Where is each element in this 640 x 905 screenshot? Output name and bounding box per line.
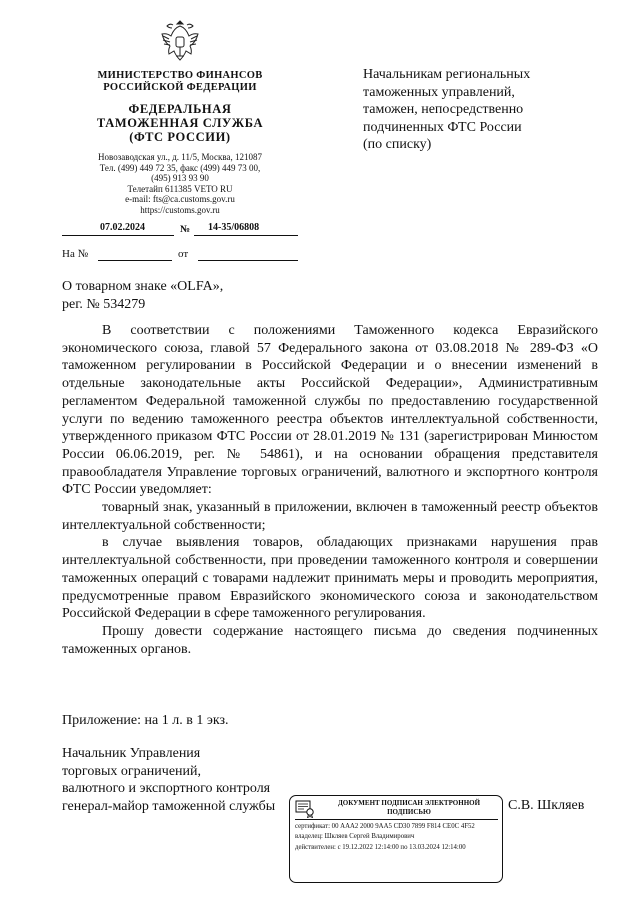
stamp-divider — [295, 819, 498, 820]
recipient-line: (по списку) — [363, 137, 432, 152]
service-name — [75, 102, 285, 144]
certificate-validity: действителен: с 19.12.2022 12:14:00 по 13.03.2024 12:14:00 — [295, 843, 466, 851]
position-line: валютного и экспортного контроля — [62, 781, 271, 796]
stamp-title — [320, 799, 498, 816]
service-line: ФЕДЕРАЛЬНАЯ — [128, 102, 232, 116]
signatory-position — [62, 745, 302, 815]
recipient-line: подчиненных ФТС России — [363, 119, 522, 135]
phone-line: Тел. (499) 449 72 35, факс (499) 449 73 00, — [99, 162, 261, 173]
coat-of-arms-icon — [159, 18, 201, 64]
electronic-signature-stamp — [289, 795, 503, 883]
ministry-line: МИНИСТЕРСТВО ФИНАНСОВ — [97, 70, 263, 81]
certificate-owner: владелец: Шкляев Сергей Владимирович — [295, 833, 415, 841]
service-line: (ФТС РОССИИ) — [129, 130, 231, 144]
body-paragraph: Прошу довести содержание настоящего письма до сведения подчиненных таможенных органов. — [62, 623, 598, 657]
subject-line: рег. № 534279 — [62, 296, 146, 312]
date-underline — [62, 235, 174, 236]
contact-block — [75, 152, 285, 216]
stamp-title-line: ПОДПИСЬЮ — [387, 807, 431, 816]
reference-from-label: от — [178, 248, 189, 260]
ministry-line: РОССИЙСКОЙ ФЕДЕРАЦИИ — [103, 82, 257, 93]
reference-number-underline — [98, 260, 172, 261]
service-line: ТАМОЖЕННАЯ СЛУЖБА — [96, 116, 264, 130]
stamp-details — [295, 823, 498, 854]
teletype-line: Телетайп 611385 VETO RU — [127, 183, 233, 194]
registration-line — [62, 222, 298, 236]
recipient-line: Начальникам региональных — [363, 67, 531, 82]
number-underline — [194, 235, 298, 236]
signatory-name: С.В. Шкляев — [508, 798, 585, 813]
stamp-title-line: ДОКУМЕНТ ПОДПИСАН ЭЛЕКТРОННОЙ — [337, 799, 481, 807]
phone-line: (495) 913 93 90 — [151, 173, 209, 184]
document-date: 07.02.2024 — [100, 222, 145, 233]
recipient-line: таможенных управлений, — [363, 84, 515, 100]
appendix-note: Приложение: на 1 л. в 1 экз. — [62, 713, 229, 728]
certificate-icon — [295, 800, 315, 818]
body-paragraph: В соответствии с положениями Таможенного кодекса Евразийского экономического союза, главой 57 Федерального закона от 03.08.2018 № 289-ФЗ «О таможенном регулировании в Российской Федерации и о внесении изменений в отдельные законодательные акты Российской Федерации», Административным регламентом Федеральной таможенной службы по предоставлению государственной услуги по ведению таможенного реестра объектов интеллектуальной собственности, утвержденного приказом ФТС России от 28.01.2019 № 131 (зарегистрирован Минюстом России 06.06.2019, рег. № 54861), и на основании обращения представителя правообладателя Управление торговых ограничений, валютного и экспортного контроля ФТС России уведомляет: — [62, 323, 598, 498]
position-line: генерал-майор таможенной службы — [62, 798, 276, 814]
subject-line: О товарном знаке «OLFA», — [62, 279, 224, 294]
body-paragraph: товарный знак, указанный в приложении, включен в таможенный реестр объектов интеллектуальной собственности; — [62, 500, 598, 533]
email-line: e-mail: fts@ca.customs.gov.ru — [125, 194, 235, 205]
position-line: Начальник Управления — [62, 746, 201, 761]
position-line: торговых ограничений, — [62, 763, 202, 779]
reference-label: На № — [62, 248, 89, 260]
certificate-number: сертификат: 00 AAA2 2000 9AA5 CD30 7899 F814 CE0C 4F52 — [295, 823, 475, 830]
letter-body — [62, 322, 598, 658]
address-line: Новозаводская ул., д. 11/5, Москва, 121087 — [98, 152, 262, 162]
reference-date-underline — [198, 260, 298, 261]
letter-subject — [62, 278, 322, 313]
website-line: https://customs.gov.ru — [140, 204, 220, 215]
document-number: 14-35/06808 — [208, 222, 260, 233]
body-paragraph: в случае выявления товаров, обладающих признаками нарушения прав интеллектуальной собственности, при проведении таможенного контроля и совершении таможенных операций с товарами надлежит принимать меры и проводить мероприятия, предусмотренные правом Евразийского экономического союза и законодательством Российской Федерации в сфере таможенного регулирования. — [62, 535, 598, 622]
number-sign: № — [180, 224, 191, 235]
recipient-line: таможен, непосредственно — [363, 102, 524, 117]
ministry-name — [75, 70, 285, 94]
recipient-block — [363, 66, 573, 154]
